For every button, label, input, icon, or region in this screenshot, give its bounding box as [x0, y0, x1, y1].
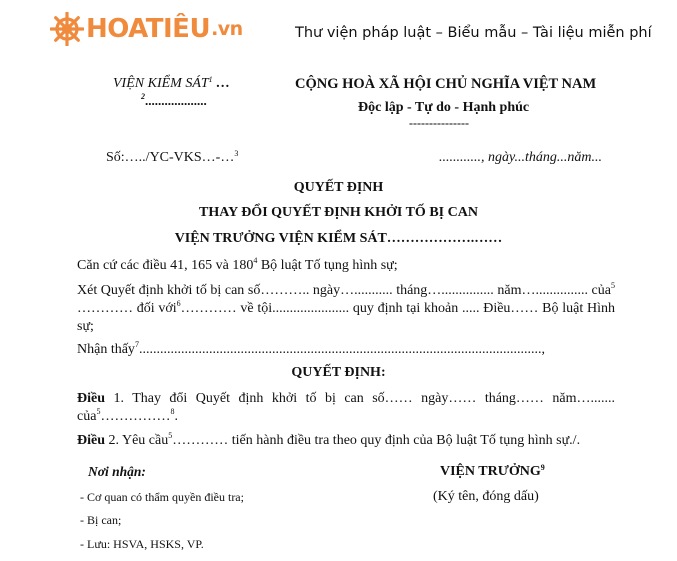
sign-note: (Ký tên, đóng dấu): [433, 489, 539, 504]
recipient-item: - Bị can;: [80, 513, 122, 527]
title-subject: THAY ĐỔI QUYẾT ĐỊNH KHỞI TỐ BỊ CAN: [199, 205, 478, 220]
recipients-title: Nơi nhận:: [88, 464, 146, 479]
motto-rule: ---------------: [409, 116, 469, 130]
document-date: ............, ngày...tháng...năm...: [439, 150, 602, 165]
title-authority: VIỆN TRƯỞNG VIỆN KIỂM SÁT……………….……: [174, 231, 503, 246]
decision-heading: QUYẾT ĐỊNH:: [291, 365, 386, 380]
country-name: CỘNG HOÀ XÃ HỘI CHỦ NGHĨA VIỆT NAM: [295, 76, 597, 92]
recipient-item: - Lưu: HSVA, HSKS, VP.: [80, 537, 204, 551]
paragraph-finding: Nhận thấy$^7$...................................................................................................................,: [77, 340, 545, 357]
article-1: Điều 1. Thay đổi Quyết định khởi tố bị can số…… ngày…… tháng…… năm…....... của$^5$……………$^8$.: [77, 391, 615, 424]
signer-title: VIỆN TRƯỞNG$^9$: [440, 463, 545, 479]
recipient-item: - Cơ quan có thẩm quyền điều tra;: [80, 490, 244, 504]
agency-subline: $^2$...................: [141, 92, 207, 108]
paragraph-legal-basis: Căn cứ các điều 41, 165 và $180^4$ Bộ luật Tố tụng hình sự;: [77, 256, 398, 273]
agency-name: VIỆN KIỂM SÁT$^1$ …: [113, 75, 231, 91]
title-decision: QUYẾT ĐỊNH: [293, 180, 384, 195]
tagline: Thư viện pháp luật – Biểu mẫu – Tài liệu miễn phí: [295, 25, 652, 41]
logo[interactable]: [50, 12, 243, 46]
motto: Độc lập - Tự do - Hạnh phúc: [358, 100, 530, 115]
article-2: Điều 2. Yêu cầu$^5$………… tiến hành điều tra theo quy định của Bộ luật Tố tụng hình sự./.: [77, 431, 581, 448]
logo-suffix: .vn: [211, 18, 243, 40]
logo-text: HOATIÊU: [86, 14, 211, 44]
paragraph-consideration: Xét Quyết định khởi tố bị can số……….. ngày…........... tháng…............... năm…............... của$^5$ ………… đối với$^6$………… về tội...................... quy định tại khoản ..... Điều…… Bộ luật Hình sự;: [77, 281, 615, 334]
ship-wheel-icon: [50, 12, 84, 46]
document-number: Số:…../YC-VKS…-…$^3$: [106, 149, 239, 165]
